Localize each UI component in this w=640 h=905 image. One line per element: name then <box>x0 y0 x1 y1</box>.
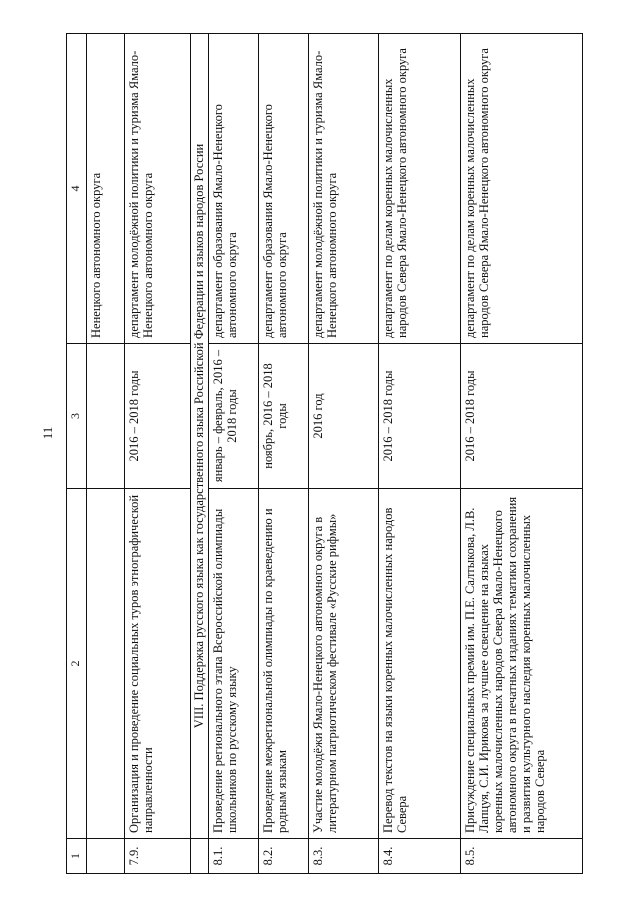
row-period <box>87 344 125 489</box>
header-col-3: 3 <box>67 344 87 489</box>
table-row <box>309 34 379 874</box>
section-number-cell <box>191 839 209 874</box>
section-row <box>191 34 209 874</box>
row-number: 8.2. <box>259 839 309 874</box>
row-number <box>87 839 125 874</box>
page-number: 11 <box>40 426 55 440</box>
row-number: 7.9. <box>125 839 191 874</box>
row-responsible: департамент по делам коренных малочисленных народов Севера Ямало-Ненецкого автономного округа <box>461 34 583 344</box>
row-text: Проведение межрегиональной олимпиады по краеведению и родным языкам <box>259 489 309 839</box>
row-text: Проведение регионального этапа Всероссийской олимпиады школьников по русскому языку <box>209 489 259 839</box>
row-period: 2016 год <box>309 344 379 489</box>
row-responsible: департамент образования Ямало-Ненецкого автономного округа <box>209 34 259 344</box>
table-row <box>87 34 125 874</box>
section-title: VIII. Поддержка русского языка как государственного языка Российской Федерации и языков народов России <box>191 34 209 839</box>
table-header-row <box>67 34 87 874</box>
header-col-4: 4 <box>67 34 87 344</box>
header-col-2: 2 <box>67 489 87 839</box>
row-number: 8.3. <box>309 839 379 874</box>
header-col-1: 1 <box>67 839 87 874</box>
row-period: 2016 – 2018 годы <box>461 344 583 489</box>
row-number: 8.5. <box>461 839 583 874</box>
table-row <box>209 34 259 874</box>
row-text <box>87 489 125 839</box>
row-text: Перевод текстов на языки коренных малочисленных народов Севера <box>379 489 461 839</box>
row-responsible: департамент по делам коренных малочисленных народов Севера Ямало-Ненецкого автономного округа <box>379 34 461 344</box>
row-text: Участие молодёжи Ямало-Ненецкого автономного округа в литературном патриотическом фестивале «Русские рифмы» <box>309 489 379 839</box>
row-period: 2016 – 2018 годы <box>379 344 461 489</box>
table-row <box>379 34 461 874</box>
row-number: 8.4. <box>379 839 461 874</box>
row-responsible: департамент молодёжной политики и туризма Ямало-Ненецкого автономного округа <box>309 34 379 344</box>
row-period: 2016 – 2018 годы <box>125 344 191 489</box>
table-row <box>125 34 191 874</box>
row-period: январь – февраль, 2016 – 2018 годы <box>209 344 259 489</box>
measures-table <box>66 33 583 874</box>
rotated-page-content <box>66 34 582 874</box>
row-responsible: Ненецкого автономного округа <box>87 34 125 344</box>
row-period: ноябрь, 2016 – 2018 годы <box>259 344 309 489</box>
table-row <box>259 34 309 874</box>
row-text: Присуждение специальных премий им. П.Е. Салтыкова, Л.В. Лапцуя, С.И. Ирикова за лучшее освещение на языках коренных малочисленных народов Севера Ямало-Ненецкого автономного округа в печатных изданиях тематики сохранения и развития культурного наследия коренных малочисленных народов Севера <box>461 489 583 839</box>
row-number: 8.1. <box>209 839 259 874</box>
row-responsible: департамент образования Ямало-Ненецкого автономного округа <box>259 34 309 344</box>
table-row <box>461 34 583 874</box>
row-responsible: департамент молодёжной политики и туризма Ямало-Ненецкого автономного округа <box>125 34 191 344</box>
row-text: Организация и проведение социальных туров этнографической направленности <box>125 489 191 839</box>
